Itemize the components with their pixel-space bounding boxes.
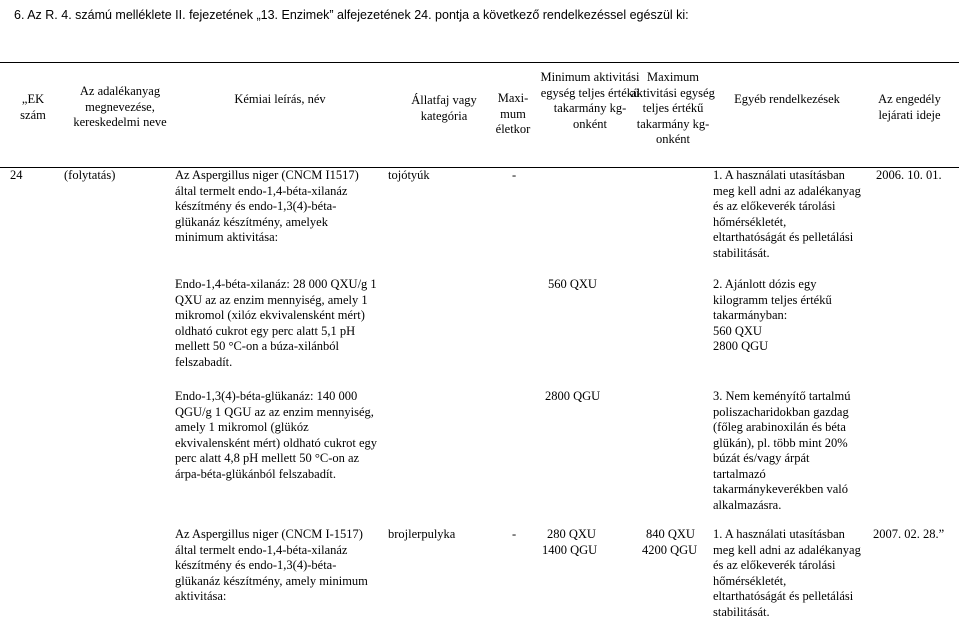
row-additive-name: (folytatás) bbox=[64, 168, 116, 182]
row2-other-provision-1: 1. A használati utasításban meg kell adni az adalékanyag és az előkeverék tárolási hőmérsékletét, eltarthatóságát és pelletálási stabilitását. bbox=[713, 527, 861, 619]
row1-other-provision-2: 2. Ajánlott dózis egy kilogramm teljes értékű takarmányban: bbox=[713, 277, 832, 322]
row1-glucanase-description: Endo-1,3(4)-béta-glükanáz: 140 000 QGU/g 1 QGU az az enzim mennyiség, amely 1 mikromol (glükóz ekvivalensként mért) oldható cukrot egy perc alatt 4,8 pH mellett 50 °C-on az árpa-béta-glükánból felszabadít. bbox=[175, 389, 378, 481]
header-species: Állatfaj vagy kategória bbox=[411, 93, 477, 123]
header-additive-name: Az adalékanyag megnevezése, kereskedelmi neve bbox=[73, 84, 167, 129]
header-chemical-description: Kémiai leírás, név bbox=[234, 92, 326, 106]
table-top-rule bbox=[0, 62, 959, 63]
row1-chem-intro: Az Aspergillus niger (CNCM I1517) által termelt endo-1,4-béta-xilanáz készítmény és endo-1,3(4)-béta-glükanáz készítmény, amelyek minimum aktivitása: bbox=[175, 168, 359, 244]
row2-chem-intro: Az Aspergillus niger (CNCM I-1517) által termelt endo-1,4-béta-xilanáz készítmény és endo-1,3(4)-béta-glükanáz készítmény, amely minimum aktivitása: bbox=[175, 527, 368, 603]
row1-other-provision-1: 1. A használati utasításban meg kell adni az adalékanyag és az előkeverék tárolási hőmérsékletét, eltarthatóságát és pelletálási stabilitását. bbox=[713, 168, 861, 260]
row1-other-provision-2-xylanase: 560 QXU bbox=[713, 324, 762, 338]
row1-other-provision-2-glucanase: 2800 QGU bbox=[713, 339, 769, 353]
row1-min-glucanase: 2800 QGU bbox=[545, 389, 601, 403]
row1-max-age: - bbox=[512, 168, 517, 182]
row2-min-glucanase: 1400 QGU bbox=[542, 543, 598, 557]
row2-max-xylanase: 840 QXU bbox=[646, 527, 695, 541]
intro-text: 6. Az R. 4. számú melléklete II. fejezetének „13. Enzimek” alfejezetének 24. pontja a következő rendelkezéssel egészül ki: bbox=[14, 8, 689, 22]
row2-expiry-date: 2007. 02. 28.” bbox=[873, 527, 945, 541]
row2-species: brojlerpulyka bbox=[388, 527, 456, 541]
header-ek-number: „EK szám bbox=[20, 92, 46, 122]
row2-min-xylanase: 280 QXU bbox=[547, 527, 596, 541]
row1-other-provision-3: 3. Nem keményítő tartalmú poliszacharidokban gazdag (főleg arabinoxilán és béta glükán), pl. több mint 20% búzát és/vagy árpát tartalmazó takarmánykeverékben való alkalmazásra. bbox=[713, 389, 851, 512]
header-minimum-activity: Minimum aktivitási egység teljes értékű takarmány kg-onként bbox=[540, 70, 640, 131]
row2-max-glucanase: 4200 QGU bbox=[642, 543, 698, 557]
row-ek-number: 24 bbox=[10, 168, 23, 182]
header-other-provisions: Egyéb rendelkezések bbox=[734, 92, 840, 106]
row2-max-age: - bbox=[512, 527, 517, 541]
header-maximum-activity: Maximum aktivitási egység teljes értékű takarmány kg-onként bbox=[631, 70, 715, 146]
header-max-age: Maxi-mum életkor bbox=[495, 91, 531, 136]
row1-xylanase-description: Endo-1,4-béta-xilanáz: 28 000 QXU/g 1 QXU az az enzim mennyiség, amely 1 mikromol (xilóz ekvivalensként mért) oldható cukrot egy perc alatt 5,1 pH mellett 50 °C-on a búza-xilánból felszabadít. bbox=[175, 277, 377, 369]
header-expiry-date: Az engedély lejárati ideje bbox=[878, 92, 941, 122]
row1-expiry-date: 2006. 10. 01. bbox=[876, 168, 942, 182]
row1-species: tojótyúk bbox=[388, 168, 430, 182]
row1-min-xylanase: 560 QXU bbox=[548, 277, 597, 291]
